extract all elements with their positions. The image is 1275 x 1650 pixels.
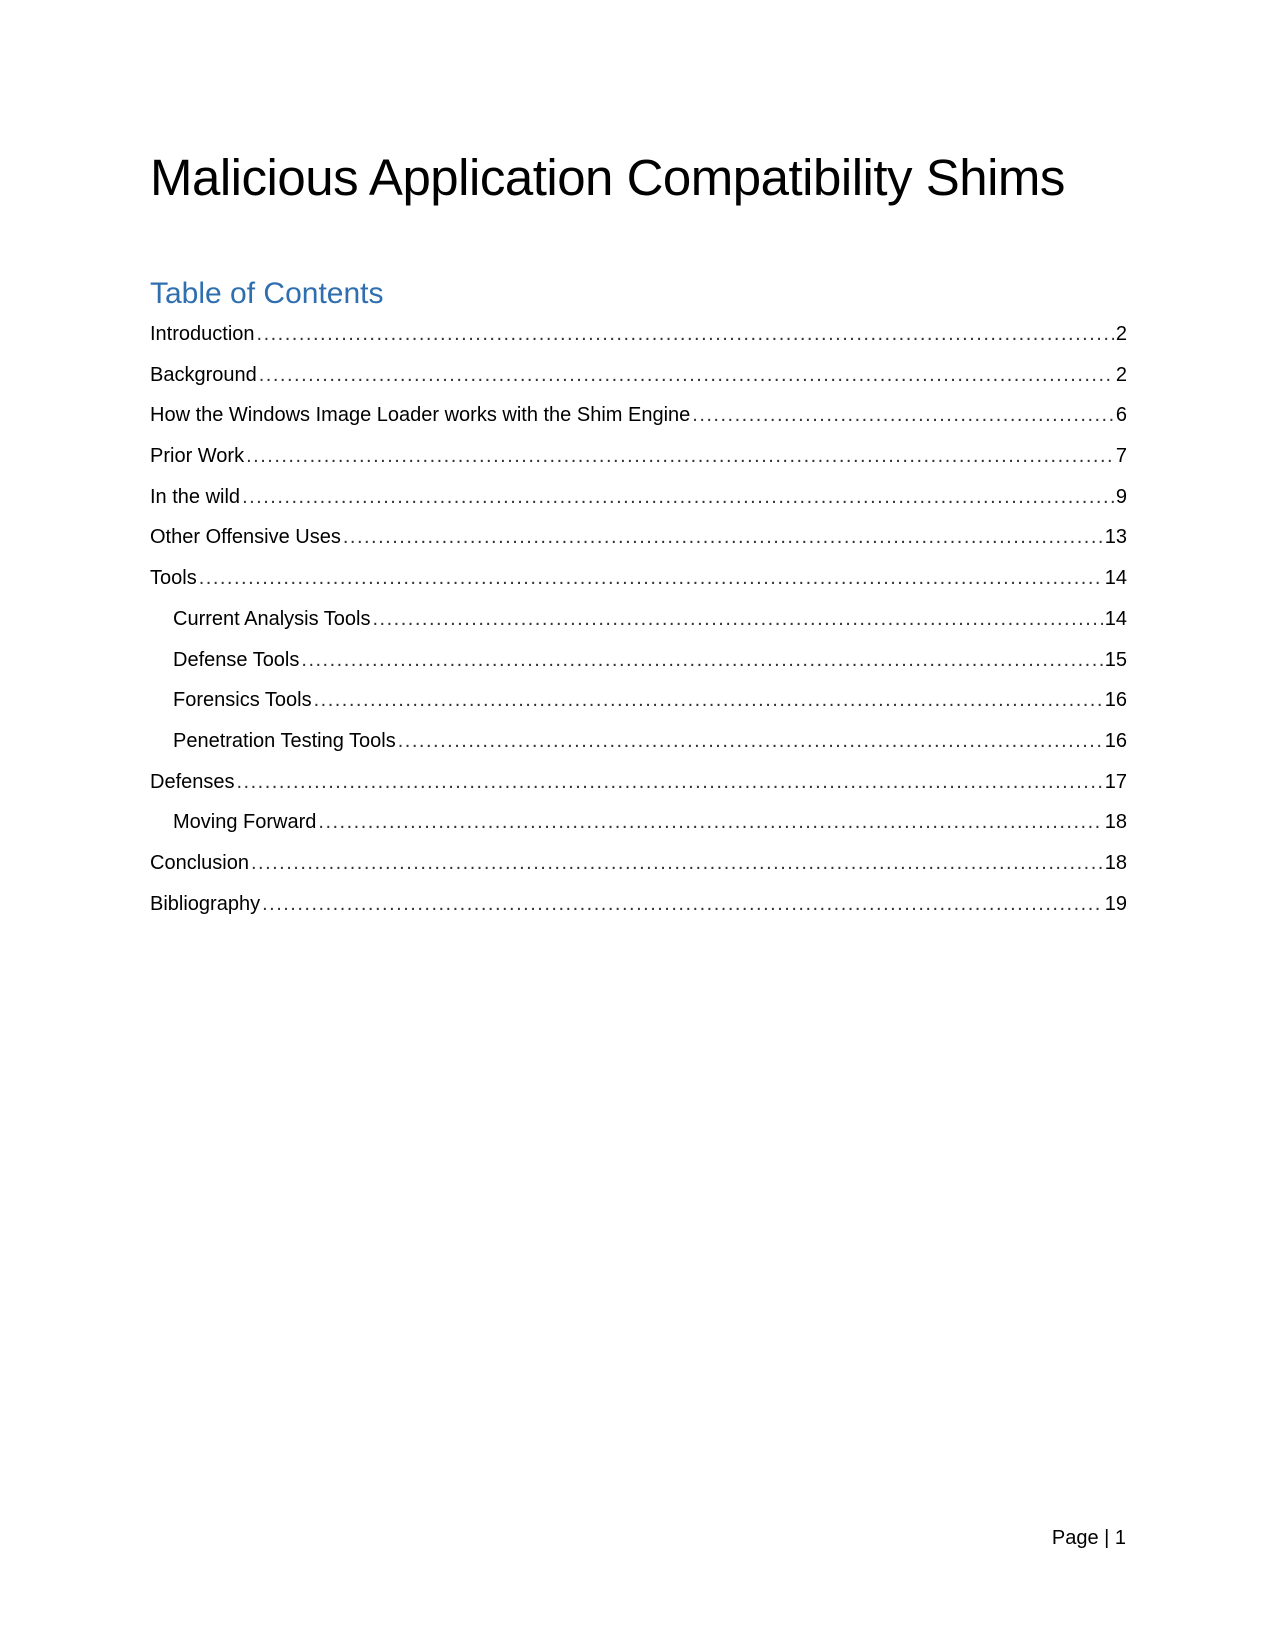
toc-entry-page: 6: [1115, 404, 1127, 427]
toc-entry-introduction[interactable]: [150, 318, 1127, 359]
toc-entry-label: In the wild: [150, 485, 241, 508]
toc-dot-leader: [692, 399, 1114, 431]
toc-dot-leader: [246, 440, 1114, 472]
toc-entry-page: 18: [1104, 811, 1127, 834]
toc-entry-moving-forward[interactable]: [150, 806, 1127, 847]
toc-dot-leader: [237, 766, 1103, 798]
toc-entry-page: 7: [1115, 445, 1127, 468]
toc-dot-leader: [257, 318, 1114, 350]
toc-entry-label: Current Analysis Tools: [173, 607, 371, 630]
toc-entry-analysis-tools[interactable]: [150, 603, 1127, 644]
toc-entry-conclusion[interactable]: [150, 847, 1127, 888]
table-of-contents: [150, 318, 1127, 928]
toc-entry-prior-work[interactable]: [150, 440, 1127, 481]
toc-dot-leader: [343, 521, 1103, 553]
toc-entry-page: 16: [1104, 689, 1127, 712]
toc-entry-label: Moving Forward: [173, 811, 317, 834]
toc-heading: Table of Contents: [150, 277, 384, 310]
toc-entry-label: Tools: [150, 567, 197, 590]
toc-entry-page: 17: [1104, 770, 1127, 793]
toc-entry-label: Prior Work: [150, 445, 245, 468]
toc-dot-leader: [398, 725, 1103, 757]
toc-entry-label: Introduction: [150, 323, 255, 345]
toc-entry-in-the-wild[interactable]: [150, 481, 1127, 522]
toc-entry-page: 2: [1115, 323, 1127, 345]
toc-entry-label: Defenses: [150, 770, 235, 793]
toc-dot-leader: [373, 603, 1103, 635]
toc-entry-page: 15: [1104, 648, 1127, 671]
toc-entry-background[interactable]: [150, 359, 1127, 400]
toc-entry-page: 18: [1104, 851, 1127, 874]
toc-entry-label: Conclusion: [150, 851, 249, 874]
toc-entry-defense-tools[interactable]: [150, 644, 1127, 685]
toc-entry-pentest-tools[interactable]: [150, 725, 1127, 766]
toc-entry-label: Defense Tools: [173, 648, 300, 671]
toc-entry-page: 2: [1115, 363, 1127, 386]
toc-entry-bibliography[interactable]: [150, 888, 1127, 929]
toc-entry-label: Background: [150, 363, 257, 386]
toc-dot-leader: [199, 562, 1103, 594]
toc-entry-page: 14: [1104, 607, 1127, 630]
document-title: Malicious Application Compatibility Shims: [150, 149, 1065, 206]
toc-entry-forensics-tools[interactable]: [150, 684, 1127, 725]
toc-dot-leader: [259, 359, 1114, 391]
toc-entry-offensive-uses[interactable]: [150, 521, 1127, 562]
toc-dot-leader: [318, 806, 1102, 838]
toc-entry-label: Penetration Testing Tools: [173, 729, 396, 752]
toc-entry-page: 16: [1104, 729, 1127, 752]
toc-entry-page: 14: [1104, 567, 1127, 590]
page-number-footer: Page | 1: [1051, 1527, 1126, 1549]
toc-dot-leader: [301, 644, 1102, 676]
toc-dot-leader: [262, 888, 1103, 920]
toc-entry-image-loader[interactable]: [150, 399, 1127, 440]
toc-entry-tools[interactable]: [150, 562, 1127, 603]
toc-dot-leader: [242, 481, 1114, 513]
toc-entry-label: How the Windows Image Loader works with the Shim Engine: [150, 404, 691, 427]
toc-entry-page: 13: [1104, 526, 1127, 549]
toc-entry-label: Bibliography: [150, 892, 261, 915]
toc-entry-page: 9: [1115, 485, 1127, 508]
toc-entry-label: Forensics Tools: [173, 689, 312, 712]
toc-entry-page: 19: [1104, 892, 1127, 915]
toc-dot-leader: [314, 684, 1103, 716]
toc-entry-label: Other Offensive Uses: [150, 526, 341, 549]
toc-entry-defenses[interactable]: [150, 766, 1127, 807]
toc-dot-leader: [251, 847, 1103, 879]
